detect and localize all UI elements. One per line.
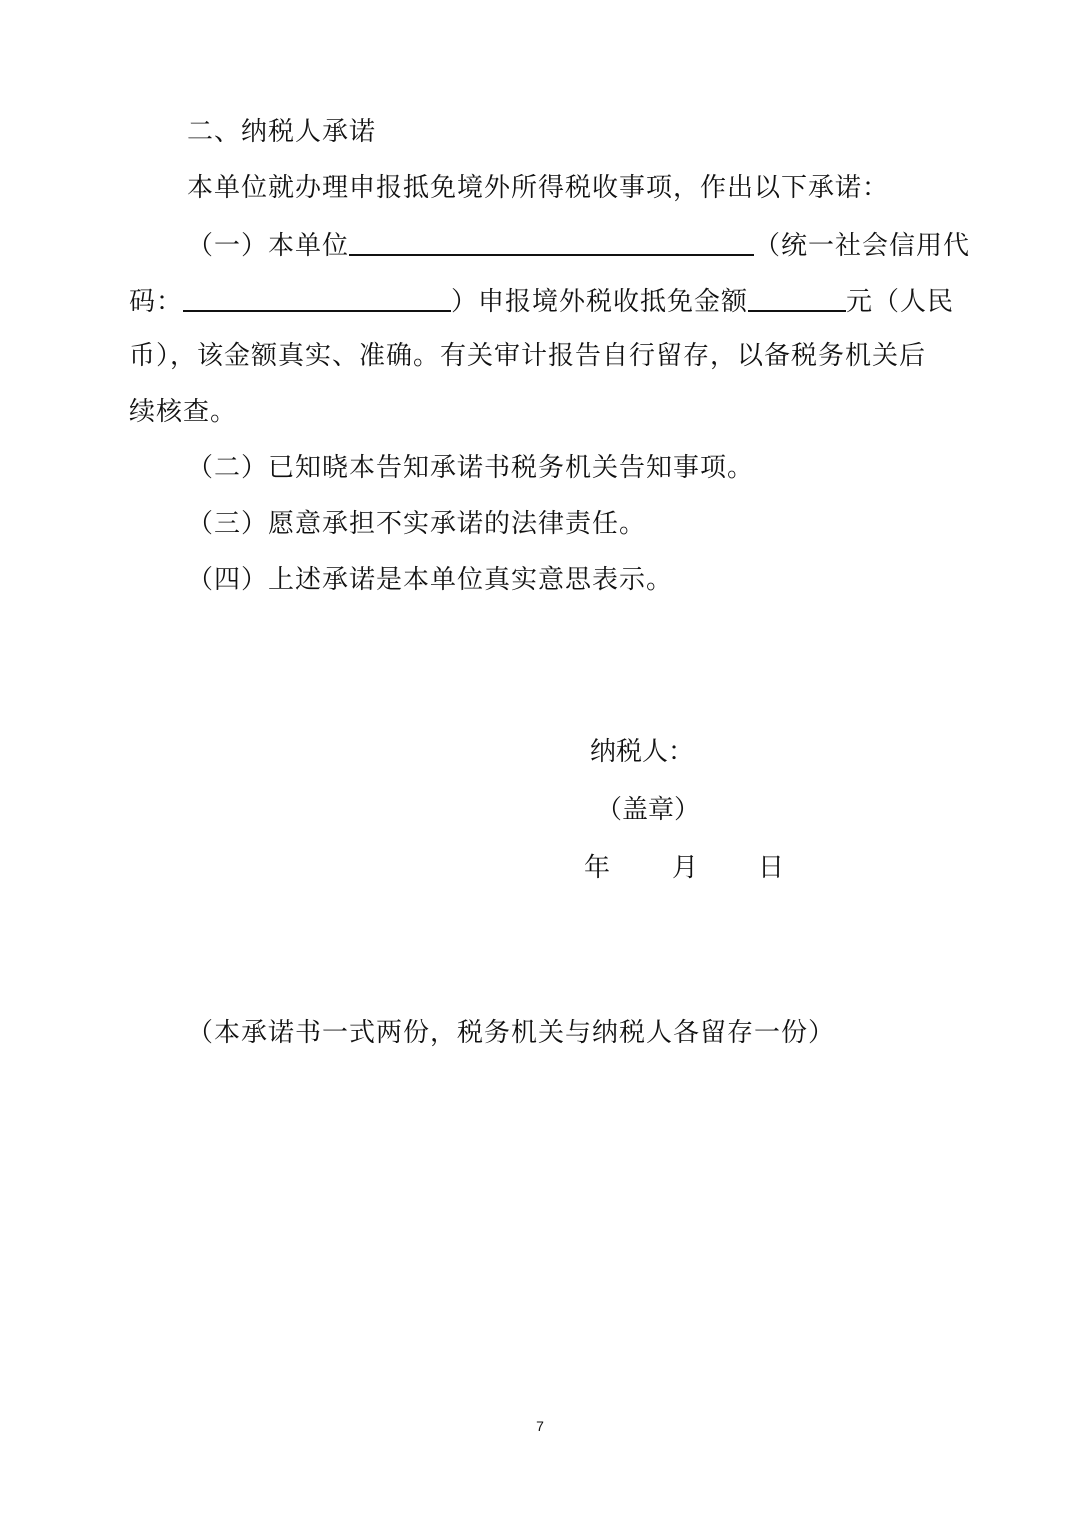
seal-label: （盖章） bbox=[596, 795, 701, 825]
amount-blank bbox=[748, 284, 846, 312]
item-1-amount-label: ）申报境外税收抵免金额 bbox=[451, 287, 749, 317]
item-1-prefix: （一）本单位 bbox=[187, 231, 350, 261]
footer-note: （本承诺书一式两份，税务机关与纳税人各留存一份） bbox=[187, 1018, 836, 1048]
day-label: 日 bbox=[758, 853, 785, 883]
credit-code-blank bbox=[183, 284, 451, 312]
item-1-line-3: 币），该金额真实、准确。有关审计报告自行留存，以备税务机关后 bbox=[129, 341, 927, 371]
item-2: （二）已知晓本告知承诺书税务机关告知事项。 bbox=[187, 453, 755, 483]
item-1-code-label: 码： bbox=[129, 287, 184, 317]
year-label: 年 bbox=[584, 853, 611, 883]
unit-name-blank bbox=[349, 228, 754, 256]
item-1-line-1 bbox=[187, 228, 970, 262]
intro-paragraph: 本单位就办理申报抵免境外所得税收事项，作出以下承诺： bbox=[187, 173, 890, 203]
item-4: （四）上述承诺是本单位真实意思表示。 bbox=[187, 565, 674, 595]
month-label: 月 bbox=[672, 853, 699, 883]
item-1-line-2 bbox=[129, 284, 954, 318]
item-3: （三）愿意承担不实承诺的法律责任。 bbox=[187, 509, 647, 539]
page-number: 7 bbox=[536, 1418, 544, 1434]
item-1-currency-label: 元（人民 bbox=[846, 287, 955, 317]
taxpayer-label: 纳税人： bbox=[590, 737, 695, 767]
item-1-line-4: 续核查。 bbox=[129, 397, 238, 427]
item-1-credit-code-label: （统一社会信用代 bbox=[754, 231, 971, 261]
section-heading: 二、纳税人承诺 bbox=[187, 117, 377, 147]
